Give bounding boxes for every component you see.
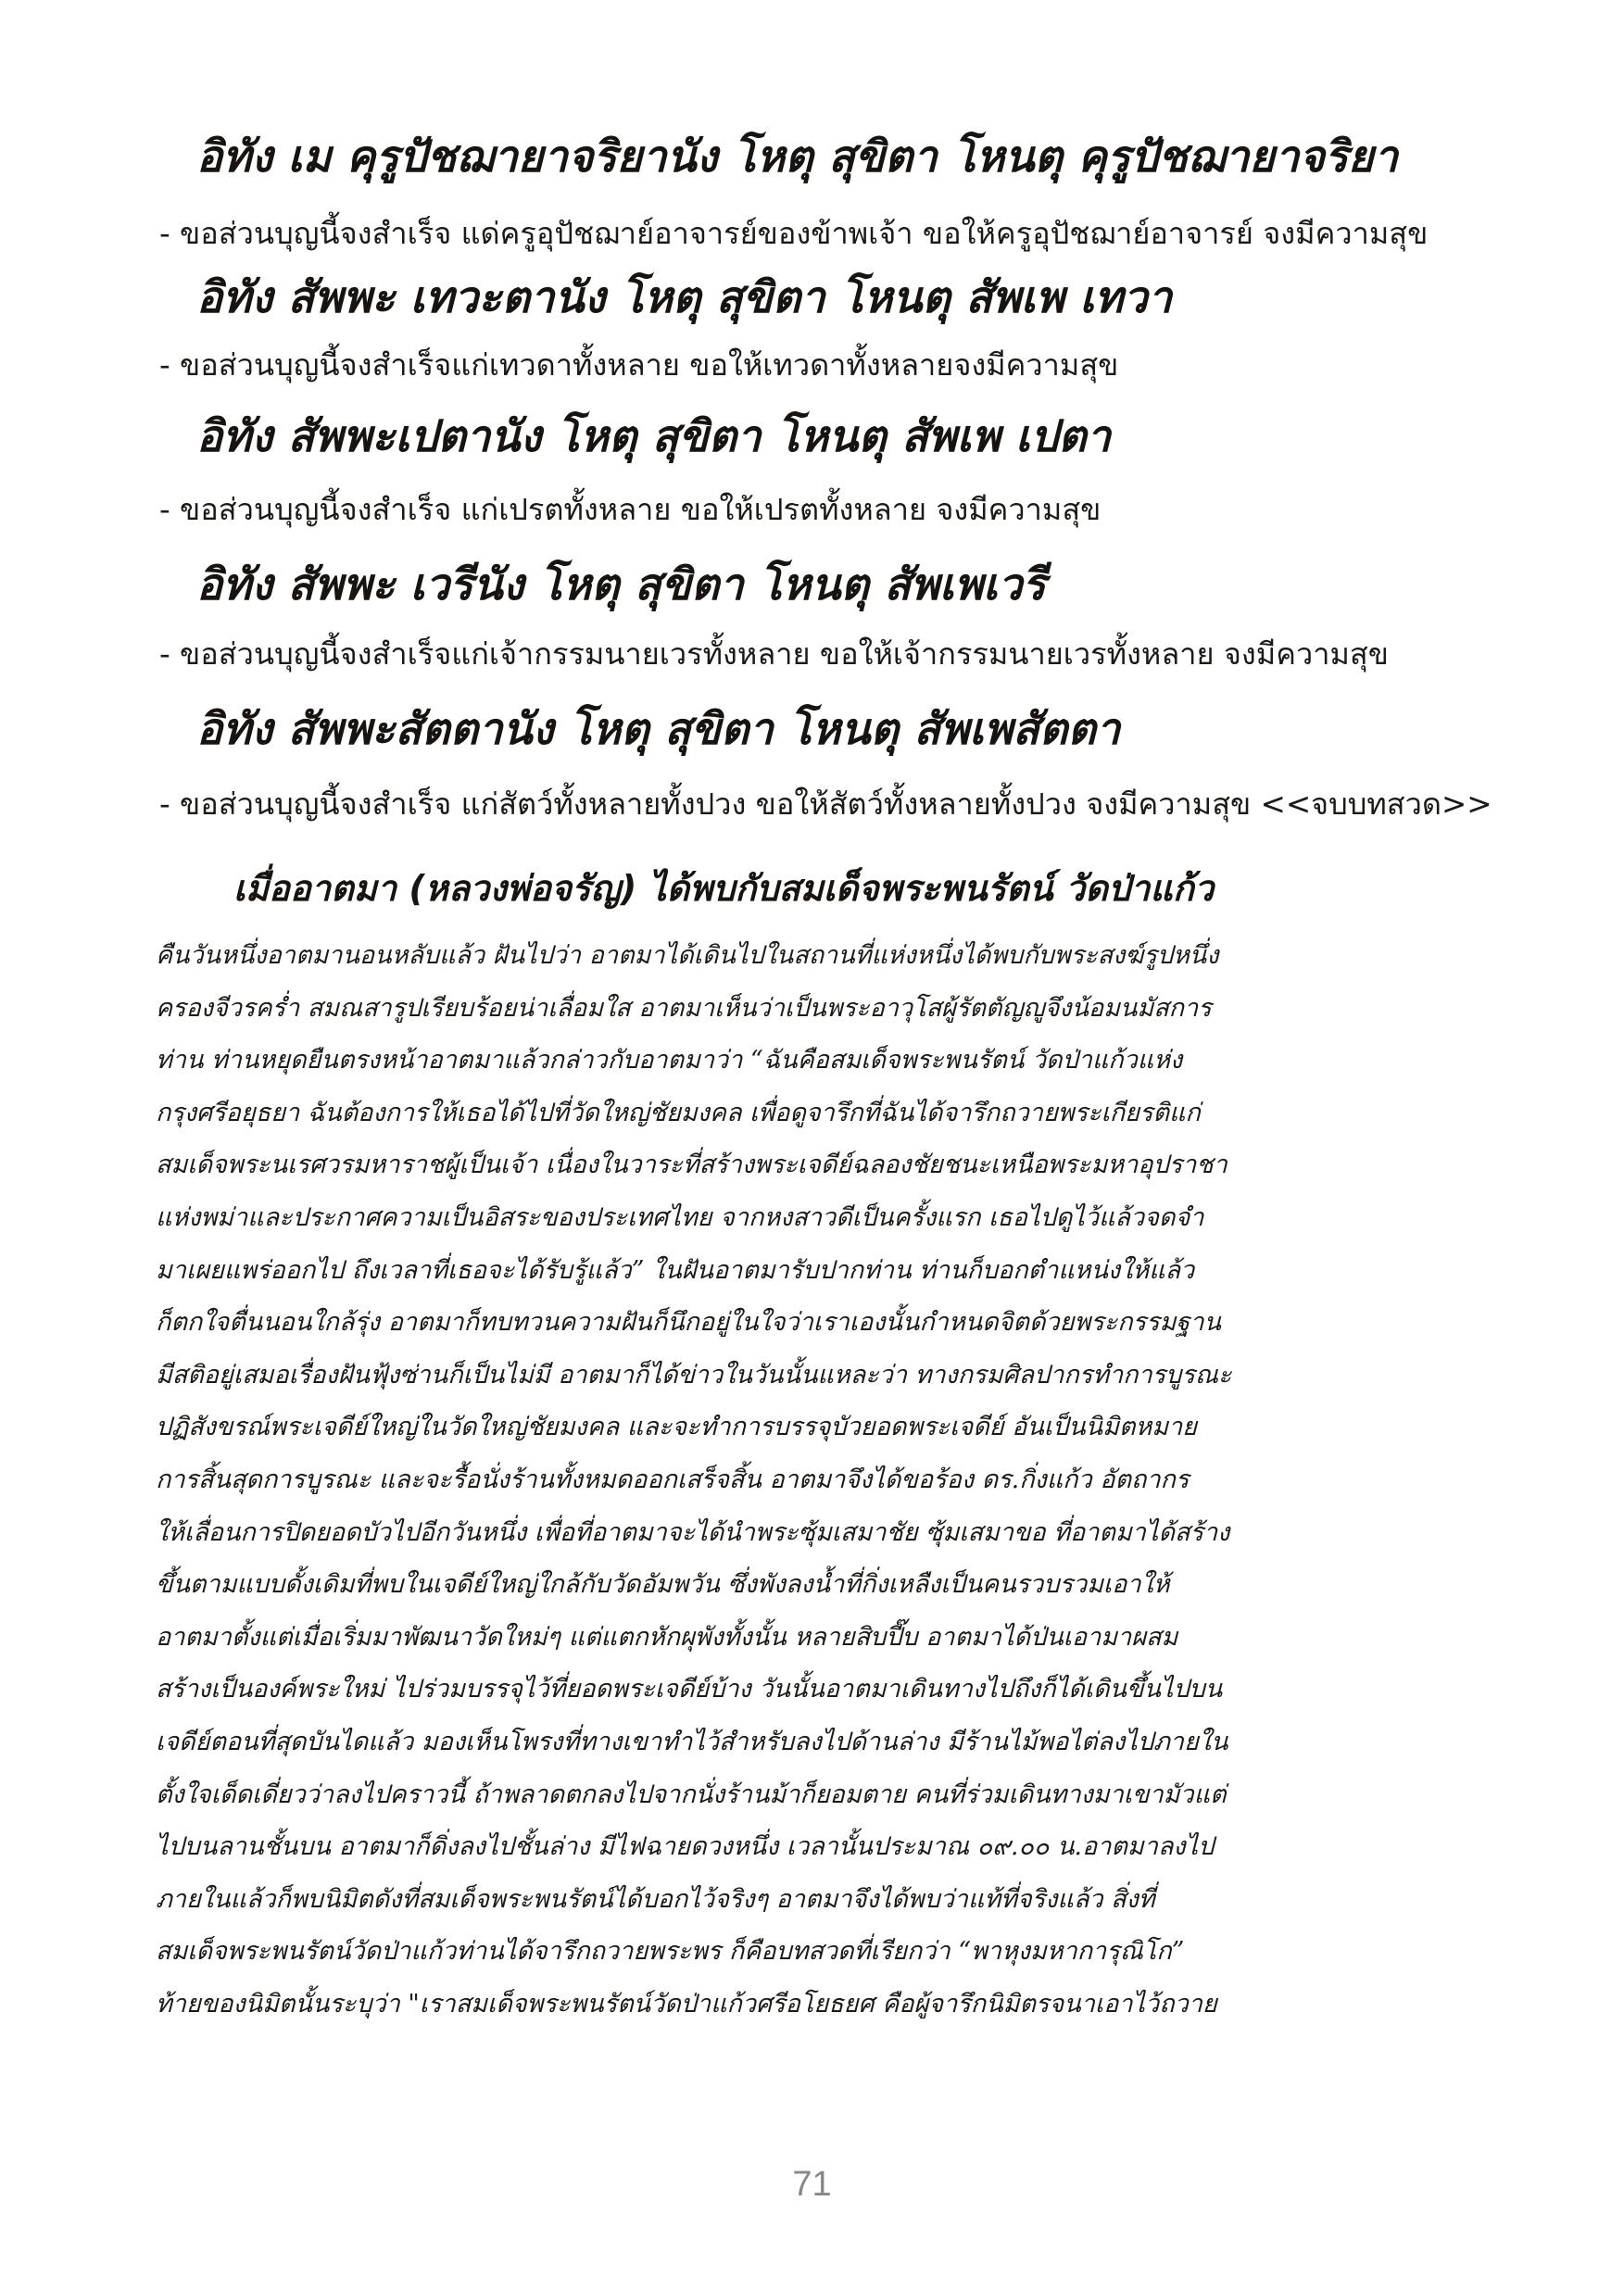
section-heading: เมื่ออาตมา (หลวงพ่อจรัญ) ได้พบกับสมเด็จพระพนรัตน์ วัดป่าแก้ว: [233, 868, 1215, 909]
paragraph-line: มาเผยแพร่ออกไป ถึงเวลาที่เธอจะได้รับรู้แล้ว” ในฝันอาตมารับปากท่าน ท่านก็บอกตำแหน่งให้แล้ว: [156, 1255, 1195, 1285]
paragraph-line: สมเด็จพระพนรัตน์วัดป่าแก้วท่านได้จารึกถวายพระพร ก็คือบทสวดที่เรียกว่า “พาหุงมหาการุณิโก”: [156, 1937, 1185, 1967]
paragraph-line: ภายในแล้วก็พบนิมิตดังที่สมเด็จพระพนรัตน์ได้บอกไว้จริงๆ อาตมาจึงได้พบว่าแท้ที่จริงแล้ว สิ่งที่: [156, 1884, 1155, 1914]
pali-verse: อิทัง สัพพะเปตานัง โหตุ สุขิตา โหนตุ สัพเพ เปตา: [196, 411, 1111, 462]
paragraph-line: ให้เลื่อนการปิดยอดบัวไปอีกวันหนึ่ง เพื่อที่อาตมาจะได้นำพระซุ้มเสมาชัย ซุ้มเสมาขอ ที่อาตมาได้สร้าง: [156, 1517, 1230, 1547]
pali-verse: อิทัง สัพพะสัตตานัง โหตุ สุขิตา โหนตุ สัพเพสัตตา: [196, 704, 1121, 755]
pali-verse: อิทัง สัพพะ เวรีนัง โหตุ สุขิตา โหนตุ สัพเพเวรี: [196, 560, 1046, 610]
thai-translation: - ขอส่วนบุญนี้จงสำเร็จแก่เทวดาทั้งหลาย ขอให้เทวดาทั้งหลายจงมีความสุข: [159, 347, 1119, 383]
paragraph-line: ตั้งใจเด็ดเดี่ยวว่าลงไปคราวนี้ ถ้าพลาดตกลงไปจากนั่งร้านม้าก็ยอมตาย คนที่ร่วมเดินทางมาเขามัวแต่: [156, 1780, 1227, 1809]
paragraph-line: การสิ้นสุดการบูรณะ และจะรื้อนั่งร้านทั้งหมดออกเสร็จสิ้น อาตมาจึงได้ขอร้อง ดร.กิ่งแก้ว อัตถากร: [156, 1465, 1190, 1494]
paragraph-line: ท่าน ท่านหยุดยืนตรงหน้าอาตมาแล้วกล่าวกับอาตมาว่า “ฉันคือสมเด็จพระพนรัตน์ วัดป่าแก้วแห่ง: [156, 1046, 1183, 1075]
thai-translation: - ขอส่วนบุญนี้จงสำเร็จ แก่สัตว์ทั้งหลายทั้งปวง ขอให้สัตว์ทั้งหลายทั้งปวง จงมีความสุข <<จบบทสวด>>: [159, 786, 1492, 822]
paragraph-line: คืนวันหนึ่งอาตมานอนหลับแล้ว ฝันไปว่า อาตมาได้เดินไปในสถานที่แห่งหนึ่งได้พบกับพระสงฆ์รูปหนึ่ง: [156, 941, 1219, 970]
paragraph-line: มีสติอยู่เสมอเรื่องฝันฟุ้งซ่านก็เป็นไม่มี อาตมาก็ได้ข่าวในวันนั้นแหละว่า ทางกรมศิลปากรทำการบูรณะ: [156, 1360, 1232, 1390]
paragraph-line: สร้างเป็นองค์พระใหม่ ไปร่วมบรรจุไว้ที่ยอดพระเจดีย์บ้าง วันนั้นอาตมาเดินทางไปถึงก็ได้เดินขึ้นไปบน: [156, 1675, 1223, 1704]
paragraph-line: สมเด็จพระนเรศวรมหาราชผู้เป็นเจ้า เนื่องในวาระที่สร้างพระเจดีย์ฉลองชัยชนะเหนือพระมหาอุปราชา: [156, 1151, 1227, 1180]
thai-translation: - ขอส่วนบุญนี้จงสำเร็จแก่เจ้ากรรมนายเวรทั้งหลาย ขอให้เจ้ากรรมนายเวรทั้งหลาย จงมีความสุข: [159, 636, 1389, 672]
story-paragraph: [156, 930, 1479, 2031]
paragraph-line: ท้ายของนิมิตนั้นระบุว่า "เราสมเด็จพระพนรัตน์วัดป่าแก้วศรีอโยธยศ คือผู้จารึกนิมิตรจนาเอาไว้ถวาย: [156, 1989, 1217, 2019]
pali-verse: อิทัง เม คุรูปัชฌายาจริยานัง โหตุ สุขิตา โหนตุ คุรูปัชฌายาจริยา: [196, 132, 1399, 182]
paragraph-line: ปฏิสังขรณ์พระเจดีย์ใหญ่ในวัดใหญ่ชัยมงคล และจะทำการบรรจุบัวยอดพระเจดีย์ อันเป็นนิมิตหมาย: [156, 1413, 1197, 1442]
page-number: 71: [792, 2165, 832, 2204]
pali-verse: อิทัง สัพพะ เทวะตานัง โหตุ สุขิตา โหนตุ สัพเพ เทวา: [196, 272, 1173, 323]
paragraph-line: อาตมาตั้งแต่เมื่อเริ่มมาพัฒนาวัดใหม่ๆ แต่แตกหักผุพังทั้งนั้น หลายสิบปี๊บ อาตมาได้ป่นเอามาผสม: [156, 1622, 1178, 1652]
paragraph-line: แห่งพม่าและประกาศความเป็นอิสระของประเทศไทย จากหงสาวดีเป็นครั้งแรก เธอไปดูไว้แล้วจดจำ: [156, 1202, 1204, 1232]
paragraph-line: ครองจีวรคร่ำ สมณสารูปเรียบร้อยน่าเลื่อมใส อาตมาเห็นว่าเป็นพระอาวุโสผู้รัตตัญญูจึงน้อมนมัสการ: [156, 993, 1212, 1023]
thai-translation: - ขอส่วนบุญนี้จงสำเร็จ แก่เปรตทั้งหลาย ขอให้เปรตทั้งหลาย จงมีความสุข: [159, 492, 1102, 527]
paragraph-line: ขึ้นตามแบบดั้งเดิมที่พบในเจดีย์ใหญ่ใกล้กับวัดอัมพวัน ซึ่งพังลงน้ำที่กิ่งเหลืงเป็นคนรวบรวมเอาให้: [156, 1570, 1170, 1600]
paragraph-line: ไปบนลานชั้นบน อาตมาก็ดิ่งลงไปชั้นล่าง มีไฟฉายดวงหนึ่ง เวลานั้นประมาณ ๐๙.๐๐ น.อาตมาลงไป: [156, 1832, 1215, 1862]
thai-translation: - ขอส่วนบุญนี้จงสำเร็จ แด่ครูอุปัชฌาย์อาจารย์ของข้าพเจ้า ขอให้ครูอุปัชฌาย์อาจารย์ จงมีความสุข: [159, 216, 1429, 251]
paragraph-line: เจดีย์ตอนที่สุดบันไดแล้ว มองเห็นโพรงที่ทางเขาทำไว้สำหรับลงไปด้านล่าง มีร้านไม้พอไต่ลงไปภายใน: [156, 1727, 1228, 1756]
paragraph-line: กรุงศรีอยุธยา ฉันต้องการให้เธอได้ไปที่วัดใหญ่ชัยมงคล เพื่อดูจารึกที่ฉันได้จารึกถวายพระเกียรติแก่: [156, 1098, 1201, 1127]
paragraph-line: ก็ตกใจตื่นนอนใกล้รุ่ง อาตมาก็ทบทวนความฝันก็นึกอยู่ในใจว่าเราเองนั้นกำหนดจิตด้วยพระกรรมฐาน: [156, 1308, 1221, 1338]
